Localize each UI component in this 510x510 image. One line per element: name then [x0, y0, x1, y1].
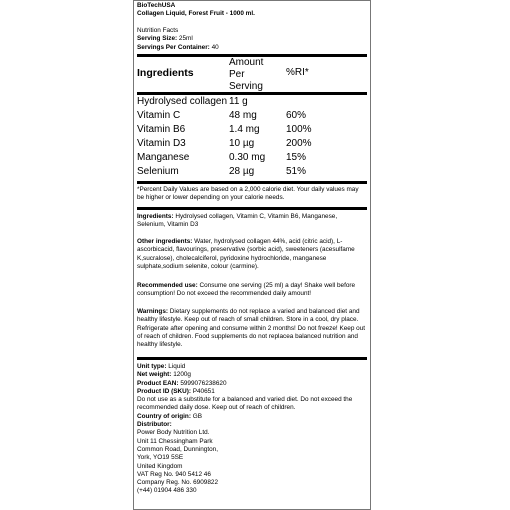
distributor-line: (+44) 01904 486 330 [137, 487, 197, 495]
warnings-paragraph [137, 308, 367, 349]
nutrient-ri: 200% [286, 138, 312, 149]
nutrient-name: Selenium [137, 166, 179, 177]
nutrient-row [137, 95, 367, 109]
nutrient-ri: 15% [286, 152, 307, 163]
servings-label: Servings Per Container: [137, 43, 210, 51]
ingredients-label: Ingredients: [137, 213, 174, 220]
other-ingredients-label: Other ingredients: [137, 238, 193, 245]
country-of-origin [137, 413, 367, 421]
recommended-use-label: Recommended use: [137, 282, 198, 289]
product-header [137, 2, 367, 19]
nutrient-amount: 28 µg [229, 166, 255, 177]
column-amount [229, 57, 279, 93]
unit-type-label: Unit type: [137, 363, 167, 370]
divider-thick-rows [137, 181, 367, 184]
servings-per-container [137, 44, 367, 52]
nutrient-row [137, 109, 367, 123]
nutrient-ri: 100% [286, 124, 312, 135]
product-details [137, 363, 367, 496]
warnings-section [137, 308, 367, 349]
warnings-text: Dietary supplements do not replace a varied and balanced diet and healthy lifestyle. Keep out of reach of small children. Store in a cool, dry place. Refrigerate after opening and consume within 2 months! Do not freeze! Keep out of reach of children. Food supplements do not replacea balanced nutrition and healthy lifestyle. [137, 308, 366, 349]
brand-name: BioTechUSA [137, 2, 176, 9]
distributor-label [137, 421, 367, 429]
nutrition-table-header [137, 57, 367, 93]
column-ingredients: Ingredients [137, 67, 194, 79]
warnings-label: Warnings: [137, 308, 169, 315]
nutrition-rows [137, 95, 367, 181]
recommended-use-paragraph [137, 282, 367, 299]
net-weight-value: 1200g [171, 371, 191, 379]
unit-type-value: Liquid [166, 363, 186, 370]
nutrition-label [133, 0, 371, 510]
net-weight [137, 371, 367, 379]
serving-size-value: 25ml [178, 35, 193, 43]
nutrient-amount: 48 mg [229, 110, 257, 121]
recommended-use-text: Consume one serving (25 ml) a day! Shake well before consumption! Do not exceed the recommended daily amount! [137, 282, 356, 298]
ingredients-text: Hydrolysed collagen, Vitamin C, Vitamin B6, Manganese, Selenium, Vitamin D3 [137, 213, 338, 229]
footnote-text: *Percent Daily Values are based on a 2,000 calorie diet. Your daily values may be higher or lower depending on your calorie needs. [137, 186, 359, 202]
product-ean [137, 380, 367, 388]
ingredients-section [137, 213, 367, 230]
usage-note: Do not use as a substitute for a balanced and varied diet. Do not exceed the recommended daily dose. Keep out of reach of children. [137, 396, 353, 412]
column-amount-line-2: Per [229, 69, 245, 80]
sku-value: P40651 [190, 387, 215, 395]
distributor-line: York, YO19 5SE [137, 454, 184, 462]
column-amount-line-1: Amount [229, 57, 264, 68]
nutrient-amount: 11 g [229, 96, 248, 107]
nutrient-row [137, 137, 367, 151]
footnote [137, 186, 367, 203]
other-ingredients-paragraph [137, 238, 367, 271]
origin-value: GB [190, 412, 202, 420]
unit-type [137, 363, 367, 371]
divider-thick-footnote [137, 207, 367, 210]
ingredients-paragraph [137, 213, 367, 230]
nutrient-name: Vitamin D3 [137, 138, 186, 149]
facts-title: Nutrition Facts [137, 27, 179, 34]
nutrient-ri: 51% [286, 166, 307, 177]
nutrient-row [137, 151, 367, 165]
nutrient-ri: 60% [286, 110, 307, 121]
ean-label: Product EAN: [137, 379, 179, 387]
nutrient-amount: 10 µg [229, 138, 255, 149]
other-ingredients-section [137, 238, 367, 271]
nutrient-name: Vitamin B6 [137, 124, 186, 135]
serving-info [137, 27, 367, 52]
nutrient-row [137, 123, 367, 137]
nutrient-name: Vitamin C [137, 110, 181, 121]
servings-value: 40 [211, 43, 219, 51]
serving-size [137, 35, 367, 43]
product-name: Collagen Liquid, Forest Fruit - 1000 ml. [137, 10, 255, 18]
other-ingredients-text: Water, hydrolysed collagen 44%, acid (citric acid), L-ascorbicacid, flavourings, preservative (sorbic acid), sweeteners (acesulfame K,sucralose), cholecalciferol, pyridoxine hydrochloride, manganese sulphate,sodium selenite, colour (carmine). [137, 238, 355, 270]
distributor-line: Company Reg. No. 6909822 [137, 479, 219, 487]
column-ri: %RI* [286, 67, 309, 78]
serving-size-label: Serving Size: [137, 35, 178, 43]
sku-label: Product ID (SKU): [137, 387, 191, 395]
distributor-label-text: Distributor: [137, 421, 172, 429]
distributor-line: Common Road, Dunnington, [137, 445, 218, 453]
distributor-line: VAT Reg No. 940 5412 46 [137, 470, 211, 478]
distributor-line: United Kingdom [137, 462, 183, 470]
distributor-line: Unit 11 Chessingham Park [137, 437, 213, 445]
recommended-use-section [137, 282, 367, 299]
product-sku [137, 388, 367, 396]
column-amount-line-3: Serving [229, 81, 263, 92]
nutrient-amount: 0.30 mg [229, 152, 266, 163]
net-weight-label: Net weight: [137, 371, 172, 379]
nutrient-name: Hydrolysed collagen [137, 96, 228, 107]
ean-value: 5999076238620 [178, 379, 227, 387]
nutrient-row [137, 165, 367, 179]
distributor-line: Power Body Nutrition Ltd. [137, 429, 210, 437]
nutrient-amount: 1.4 mg [229, 124, 260, 135]
divider-thick-bottom [137, 357, 367, 360]
origin-label: Country of origin: [137, 412, 191, 420]
nutrient-name: Manganese [137, 152, 190, 163]
